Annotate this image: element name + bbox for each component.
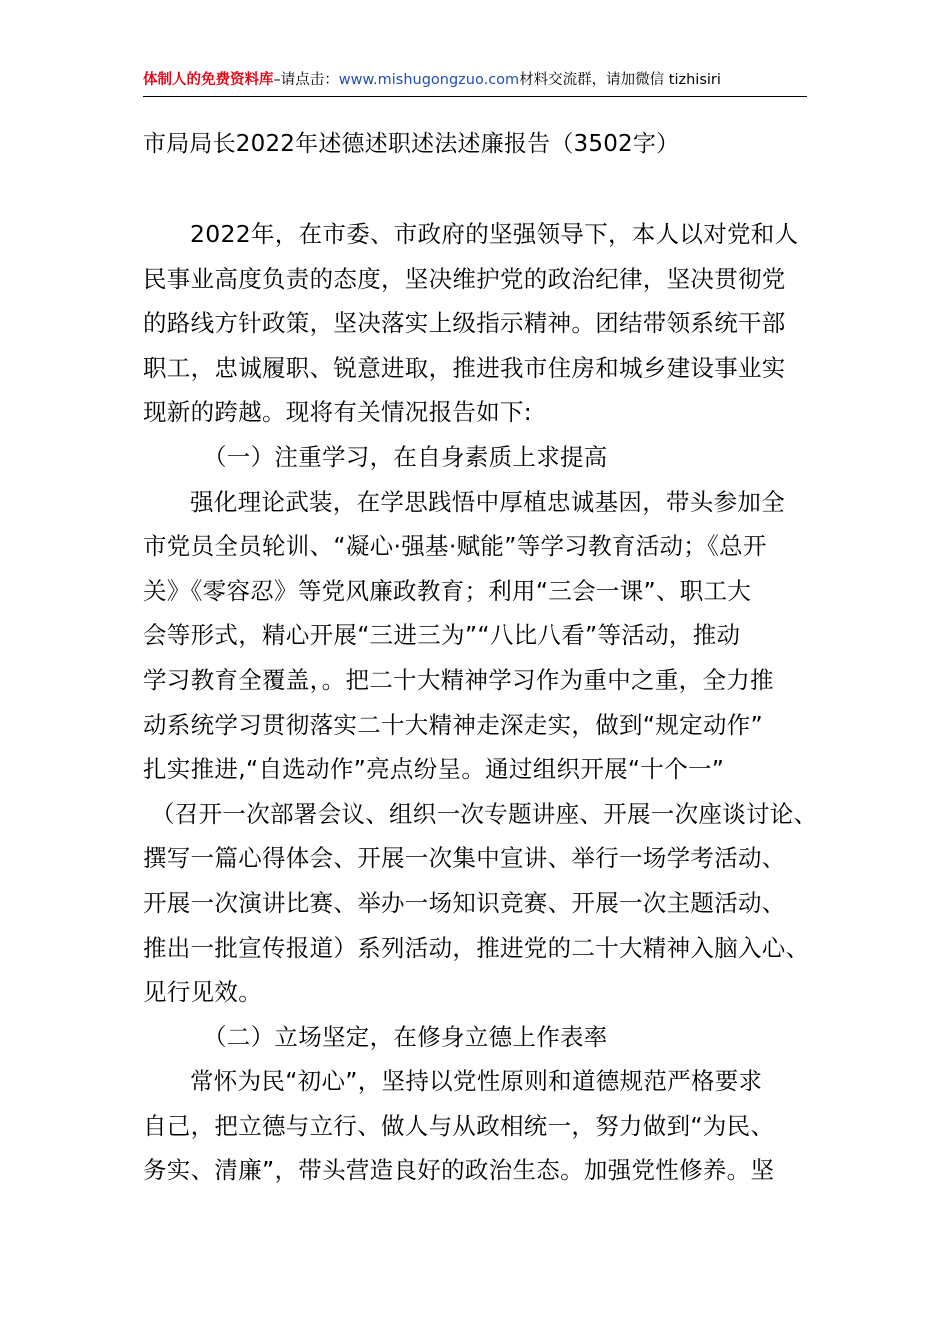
document-title: 市局局长2022年述德述职述法述廉报告（3502字） [143,131,680,157]
body-line: 民事业高度负责的态度，坚决维护党的政治纪律，坚决贯彻党 [143,264,786,293]
section-heading-2: （二）立场坚定，在修身立德上作表率 [203,1022,608,1051]
body-line: 自己，把立德与立行、做人与从政相统一，努力做到“为民、 [143,1111,775,1140]
body-line: 学习教育全覆盖，。把二十大精神学习作为重中之重，全力推 [143,665,774,694]
document-body [143,212,818,1193]
body-line: 2022年，在市委、市政府的坚强领导下，本人以对党和人 [190,220,799,248]
header-note: 材料交流群，请加微信 tizhisiri [519,72,721,88]
body-line: 关》《零容忍》等党风廉政教育；利用“三会一课”、职工大 [143,576,752,605]
body-line: 市党员全员轮训、“凝心·强基·赋能”等学习教育活动；《总开 [143,532,767,561]
body-line: 强化理论武装，在学思践悟中厚植忠诚基因，带头参加全 [190,487,785,516]
body-line: 见行见效。 [143,978,262,1007]
body-line: 职工，忠诚履职、锐意进取，推进我市住房和城乡建设事业实 [143,353,786,382]
body-line: 撰写一篇心得体会、开展一次集中宣讲、举行一场学考活动、 [143,844,786,873]
body-line: 扎实推进,“自选动作”亮点纷呈。通过组织开展“十个一” [143,755,725,784]
header-separator: –请点击： [273,72,339,88]
page-header [143,66,807,97]
body-line: 现新的跨越。现将有关情况报告如下: [143,398,533,427]
body-line: 务实、清廉”，带头营造良好的政治生态。加强党性修养。坚 [143,1156,775,1185]
header-brand: 体制人的免费资料库 [143,72,274,88]
body-line: 常怀为民“初心”，坚持以党性原则和道德规范严格要求 [190,1067,763,1096]
body-line: （召开一次部署会议、组织一次专题讲座、开展一次座谈讨论、 [151,799,818,828]
body-line: 推出一批宣传报道）系列活动，推进党的二十大精神入脑入心、 [143,933,810,962]
section-heading-1: （一）注重学习，在自身素质上求提高 [203,442,608,471]
header-link[interactable]: www.mishugongzuo.com [338,72,520,88]
body-line: 动系统学习贯彻落实二十大精神走深走实，做到“规定动作” [143,710,763,739]
body-line: 会等形式，精心开展“三进三为”“八比八看”等活动，推动 [143,621,741,650]
body-line: 开展一次演讲比赛、举办一场知识竞赛、开展一次主题活动、 [143,888,786,917]
body-line: 的路线方针政策，坚决落实上级指示精神。团结带领系统干部 [143,309,786,338]
